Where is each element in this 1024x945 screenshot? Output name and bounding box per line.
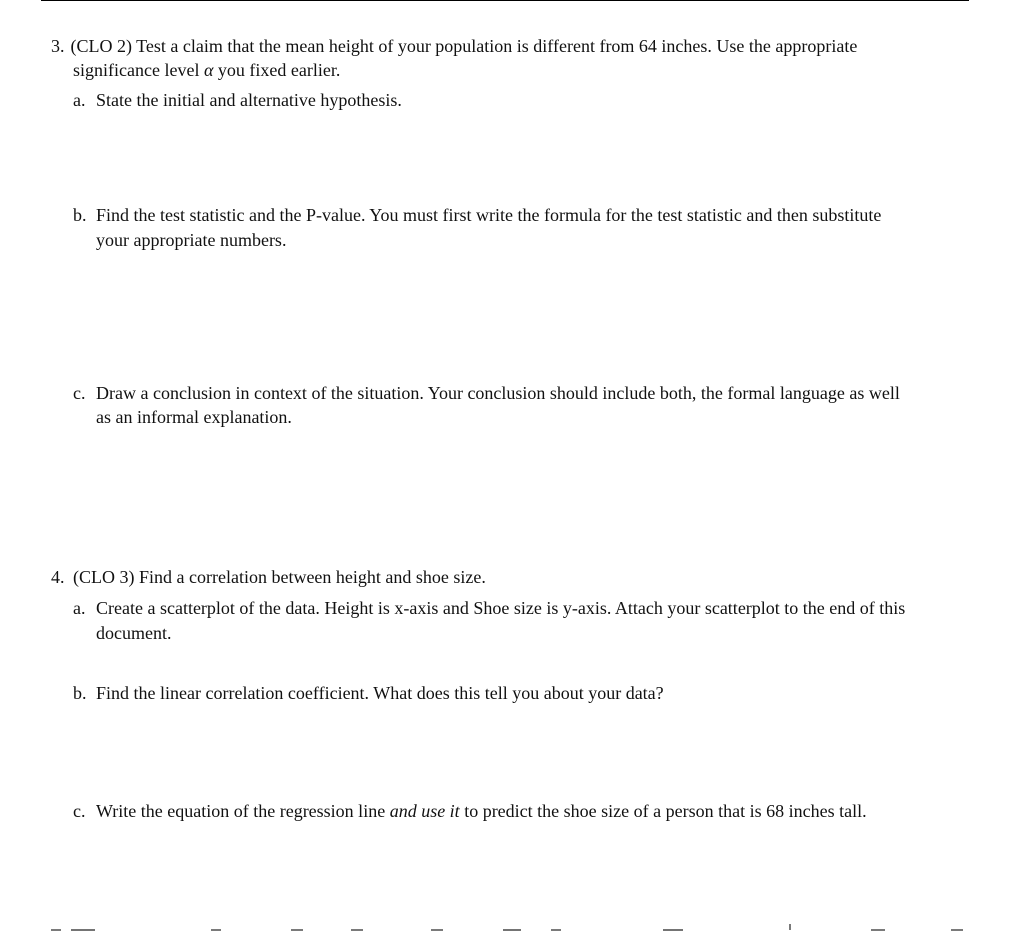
q4b: [73, 681, 664, 705]
cutoff-next-question: [51, 915, 969, 945]
q4c-post: to predict the shoe size of a person that is 68 inches tall.: [464, 801, 867, 821]
top-rule: [41, 0, 969, 1]
q3b-line2: your appropriate numbers.: [96, 230, 287, 250]
q4c-emphasis: and use it: [389, 801, 460, 821]
q3a: [73, 88, 402, 112]
alpha-symbol: α: [203, 60, 214, 80]
q3b: [73, 203, 881, 227]
q3-line2: [73, 58, 340, 82]
q4a-letter: a.: [73, 598, 86, 618]
q3a-text: State the initial and alternative hypothesis.: [96, 90, 402, 110]
q4c: [73, 799, 867, 823]
q3-line2-pre: significance level: [73, 60, 200, 80]
q3-number: 3.: [51, 36, 65, 56]
cutoff-text-fragments: [51, 915, 969, 945]
q4b-text: Find the linear correlation coefficient. What does this tell you about your data?: [96, 683, 664, 703]
q3-line1: [51, 34, 969, 58]
q3a-letter: a.: [73, 90, 86, 110]
q4a: [73, 596, 905, 620]
q4b-letter: b.: [73, 683, 87, 703]
q4c-pre: Write the equation of the regression line: [96, 801, 386, 821]
q4a-line1: Create a scatterplot of the data. Height is x-axis and Shoe size is y-axis. Attach your scatterplot to the end of this: [96, 598, 906, 618]
q3c: [73, 381, 900, 405]
q3b-line1: Find the test statistic and the P-value. You must first write the formula for the test statistic and then substitute: [96, 205, 882, 225]
q3c-line1: Draw a conclusion in context of the situation. Your conclusion should include both, the formal language as well: [96, 383, 900, 403]
q4c-letter: c.: [73, 801, 86, 821]
q4-title: (CLO 3) Find a correlation between height and shoe size.: [73, 567, 486, 587]
q3b-letter: b.: [73, 205, 87, 225]
q4-title-line: [51, 565, 486, 589]
q3c-line2: as an informal explanation.: [96, 407, 292, 427]
q3c-letter: c.: [73, 383, 86, 403]
q4a-line2: document.: [96, 623, 172, 643]
q4-number: 4.: [51, 567, 65, 587]
q3-prompt-line1: (CLO 2) Test a claim that the mean height of your population is different from 64 inches. Use the appropriate: [70, 36, 858, 56]
q3-line2-post: you fixed earlier.: [217, 60, 341, 80]
